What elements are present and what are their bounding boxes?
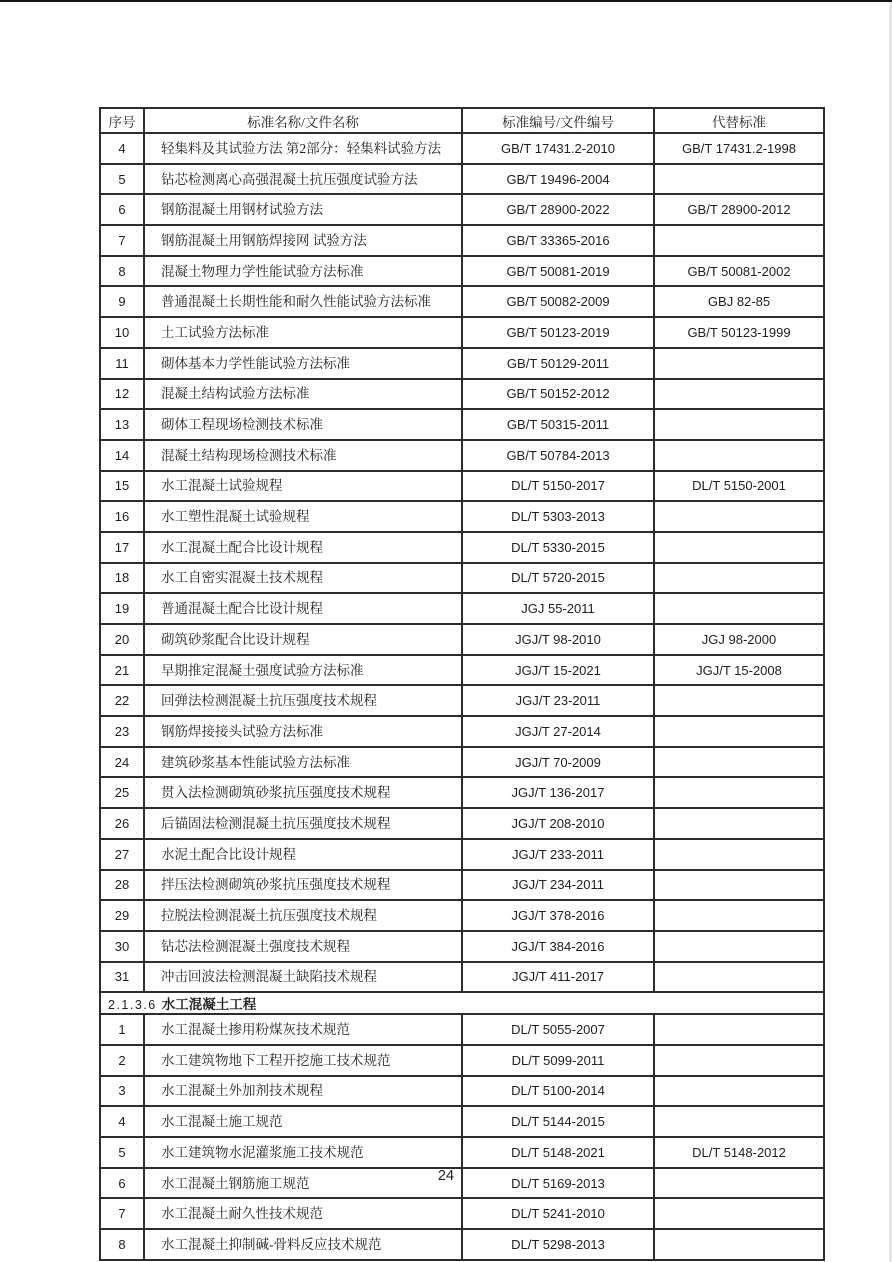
section-header-row — [100, 992, 824, 1014]
table-body-sub — [100, 1014, 824, 1260]
section-title: 水工混凝土工程 — [161, 997, 257, 1013]
cell-index: 28 — [100, 870, 144, 901]
cell-replaced-standard — [654, 593, 824, 624]
table-row — [100, 900, 824, 931]
cell-standard-code: DL/T 5055-2007 — [462, 1014, 654, 1045]
cell-standard-name: 普通混凝土配合比设计规程 — [144, 593, 462, 624]
cell-replaced-standard: GB/T 17431.2-1998 — [654, 133, 824, 164]
cell-index: 4 — [100, 1106, 144, 1137]
table-row — [100, 286, 824, 317]
cell-index: 23 — [100, 716, 144, 747]
cell-standard-name: 冲击回波法检测混凝土缺陷技术规程 — [144, 962, 462, 993]
cell-standard-name: 水工混凝土掺用粉煤灰技术规范 — [144, 1014, 462, 1045]
cell-replaced-standard — [654, 870, 824, 901]
col-header-name: 标准名称/文件名称 — [144, 108, 462, 133]
cell-replaced-standard — [654, 777, 824, 808]
cell-standard-code: GB/T 33365-2016 — [462, 225, 654, 256]
table-row — [100, 870, 824, 901]
cell-index: 25 — [100, 777, 144, 808]
cell-standard-code: JGJ/T 15-2021 — [462, 655, 654, 686]
cell-replaced-standard: DL/T 5150-2001 — [654, 471, 824, 502]
table-row — [100, 1229, 824, 1260]
page-number: 24 — [437, 1168, 455, 1184]
cell-standard-code: DL/T 5298-2013 — [462, 1229, 654, 1260]
cell-standard-code: JGJ/T 234-2011 — [462, 870, 654, 901]
table-row — [100, 716, 824, 747]
cell-standard-code: JGJ/T 23-2011 — [462, 685, 654, 716]
table-body-main — [100, 133, 824, 992]
cell-replaced-standard — [654, 808, 824, 839]
cell-index: 6 — [100, 194, 144, 225]
cell-standard-name: 轻集料及其试验方法 第2部分：轻集料试验方法 — [144, 133, 462, 164]
cell-replaced-standard — [654, 1045, 824, 1076]
col-header-replaced: 代替标准 — [654, 108, 824, 133]
cell-standard-name: 普通混凝土长期性能和耐久性能试验方法标准 — [144, 286, 462, 317]
table-row — [100, 1014, 824, 1045]
cell-index: 4 — [100, 133, 144, 164]
cell-index: 29 — [100, 900, 144, 931]
table-row — [100, 931, 824, 962]
cell-standard-code: DL/T 5241-2010 — [462, 1198, 654, 1229]
table-row — [100, 440, 824, 471]
cell-replaced-standard — [654, 747, 824, 778]
cell-standard-name: 水工混凝土耐久性技术规范 — [144, 1198, 462, 1229]
cell-standard-code: GB/T 50152-2012 — [462, 379, 654, 410]
cell-replaced-standard — [654, 409, 824, 440]
cell-standard-code: GB/T 50081-2019 — [462, 256, 654, 287]
table-row — [100, 1198, 824, 1229]
cell-replaced-standard: GB/T 28900-2012 — [654, 194, 824, 225]
table-row — [100, 1106, 824, 1137]
cell-index: 15 — [100, 471, 144, 502]
cell-replaced-standard — [654, 1106, 824, 1137]
cell-standard-code: GB/T 19496-2004 — [462, 164, 654, 195]
table-row — [100, 808, 824, 839]
cell-standard-code: DL/T 5303-2013 — [462, 501, 654, 532]
table-row — [100, 133, 824, 164]
col-header-index: 序号 — [100, 108, 144, 133]
cell-standard-name: 混凝土结构试验方法标准 — [144, 379, 462, 410]
cell-standard-name: 回弹法检测混凝土抗压强度技术规程 — [144, 685, 462, 716]
cell-standard-code: JGJ/T 384-2016 — [462, 931, 654, 962]
cell-standard-name: 砌体基本力学性能试验方法标准 — [144, 348, 462, 379]
cell-replaced-standard — [654, 501, 824, 532]
cell-standard-code: JGJ/T 98-2010 — [462, 624, 654, 655]
cell-index: 31 — [100, 962, 144, 993]
cell-index: 21 — [100, 655, 144, 686]
cell-standard-code: DL/T 5720-2015 — [462, 563, 654, 594]
cell-standard-code: DL/T 5169-2013 — [462, 1168, 654, 1199]
cell-standard-code: DL/T 5099-2011 — [462, 1045, 654, 1076]
table-row — [100, 164, 824, 195]
cell-replaced-standard — [654, 900, 824, 931]
cell-standard-code: GB/T 28900-2022 — [462, 194, 654, 225]
table-section-divider — [100, 992, 824, 1014]
cell-index: 13 — [100, 409, 144, 440]
cell-index: 11 — [100, 348, 144, 379]
cell-replaced-standard — [654, 348, 824, 379]
cell-index: 19 — [100, 593, 144, 624]
cell-standard-code: JGJ/T 136-2017 — [462, 777, 654, 808]
cell-index: 1 — [100, 1014, 144, 1045]
cell-index: 24 — [100, 747, 144, 778]
cell-standard-name: 拉脱法检测混凝土抗压强度技术规程 — [144, 900, 462, 931]
table-row — [100, 777, 824, 808]
cell-standard-name: 早期推定混凝土强度试验方法标准 — [144, 655, 462, 686]
cell-standard-code: JGJ/T 70-2009 — [462, 747, 654, 778]
cell-standard-code: DL/T 5330-2015 — [462, 532, 654, 563]
cell-index: 2 — [100, 1045, 144, 1076]
table-row — [100, 256, 824, 287]
cell-replaced-standard: GB/T 50081-2002 — [654, 256, 824, 287]
cell-standard-code: JGJ/T 378-2016 — [462, 900, 654, 931]
cell-replaced-standard — [654, 839, 824, 870]
cell-index: 5 — [100, 1137, 144, 1168]
cell-replaced-standard — [654, 716, 824, 747]
table-row — [100, 624, 824, 655]
cell-standard-code: DL/T 5150-2017 — [462, 471, 654, 502]
table-row — [100, 655, 824, 686]
cell-index: 30 — [100, 931, 144, 962]
cell-standard-code: JGJ/T 233-2011 — [462, 839, 654, 870]
table-row — [100, 563, 824, 594]
cell-standard-code: JGJ/T 208-2010 — [462, 808, 654, 839]
table-row — [100, 317, 824, 348]
cell-index: 17 — [100, 532, 144, 563]
table-row — [100, 593, 824, 624]
cell-standard-name: 拌压法检测砌筑砂浆抗压强度技术规程 — [144, 870, 462, 901]
cell-index: 7 — [100, 1198, 144, 1229]
cell-index: 27 — [100, 839, 144, 870]
cell-index: 20 — [100, 624, 144, 655]
cell-standard-code: GB/T 50784-2013 — [462, 440, 654, 471]
cell-replaced-standard: JGJ 98-2000 — [654, 624, 824, 655]
cell-replaced-standard — [654, 379, 824, 410]
cell-replaced-standard — [654, 532, 824, 563]
cell-replaced-standard — [654, 1198, 824, 1229]
cell-replaced-standard — [654, 931, 824, 962]
cell-index: 8 — [100, 256, 144, 287]
cell-index: 8 — [100, 1229, 144, 1260]
cell-replaced-standard — [654, 440, 824, 471]
cell-standard-name: 钢筋焊接接头试验方法标准 — [144, 716, 462, 747]
cell-standard-name: 钻芯检测离心高强混凝土抗压强度试验方法 — [144, 164, 462, 195]
cell-standard-code: GB/T 50315-2011 — [462, 409, 654, 440]
cell-index: 10 — [100, 317, 144, 348]
cell-standard-name: 水工混凝土抑制碱-骨料反应技术规范 — [144, 1229, 462, 1260]
table-row — [100, 1045, 824, 1076]
cell-replaced-standard: GB/T 50123-1999 — [654, 317, 824, 348]
table-row — [100, 962, 824, 993]
cell-standard-code: GB/T 17431.2-2010 — [462, 133, 654, 164]
cell-standard-code: GB/T 50129-2011 — [462, 348, 654, 379]
cell-standard-name: 水工自密实混凝土技术规程 — [144, 563, 462, 594]
cell-replaced-standard: DL/T 5148-2012 — [654, 1137, 824, 1168]
standards-table — [99, 107, 825, 1261]
cell-index: 14 — [100, 440, 144, 471]
cell-index: 18 — [100, 563, 144, 594]
cell-standard-name: 钢筋混凝土用钢筋焊接网 试验方法 — [144, 225, 462, 256]
table-row — [100, 532, 824, 563]
cell-index: 16 — [100, 501, 144, 532]
cell-index: 6 — [100, 1168, 144, 1199]
cell-standard-code: JGJ/T 27-2014 — [462, 716, 654, 747]
cell-standard-name: 水工混凝土配合比设计规程 — [144, 532, 462, 563]
cell-standard-name: 水工建筑物水泥灌浆施工技术规范 — [144, 1137, 462, 1168]
cell-standard-name: 砌筑砂浆配合比设计规程 — [144, 624, 462, 655]
cell-index: 12 — [100, 379, 144, 410]
cell-standard-name: 砌体工程现场检测技术标准 — [144, 409, 462, 440]
cell-index: 22 — [100, 685, 144, 716]
table-row — [100, 409, 824, 440]
cell-index: 9 — [100, 286, 144, 317]
cell-index: 26 — [100, 808, 144, 839]
cell-standard-name: 水泥土配合比设计规程 — [144, 839, 462, 870]
cell-standard-name: 贯入法检测砌筑砂浆抗压强度技术规程 — [144, 777, 462, 808]
cell-standard-code: DL/T 5144-2015 — [462, 1106, 654, 1137]
cell-standard-name: 水工混凝土施工规范 — [144, 1106, 462, 1137]
cell-standard-name: 水工混凝土试验规程 — [144, 471, 462, 502]
table-row — [100, 194, 824, 225]
cell-standard-code: DL/T 5148-2021 — [462, 1137, 654, 1168]
cell-replaced-standard — [654, 1229, 824, 1260]
cell-standard-code: GB/T 50123-2019 — [462, 317, 654, 348]
cell-standard-name: 混凝土结构现场检测技术标准 — [144, 440, 462, 471]
cell-replaced-standard: JGJ/T 15-2008 — [654, 655, 824, 686]
cell-replaced-standard — [654, 685, 824, 716]
table-header-row — [100, 108, 824, 133]
table-row — [100, 685, 824, 716]
cell-standard-code: JGJ 55-2011 — [462, 593, 654, 624]
cell-standard-name: 水工建筑物地下工程开挖施工技术规范 — [144, 1045, 462, 1076]
cell-standard-code: DL/T 5100-2014 — [462, 1076, 654, 1107]
cell-standard-name: 钻芯法检测混凝土强度技术规程 — [144, 931, 462, 962]
table-row — [100, 501, 824, 532]
cell-standard-name: 钢筋混凝土用钢材试验方法 — [144, 194, 462, 225]
cell-standard-name: 水工混凝土钢筋施工规范 — [144, 1168, 462, 1199]
table-row — [100, 1076, 824, 1107]
table-row — [100, 471, 824, 502]
cell-index: 7 — [100, 225, 144, 256]
cell-standard-code: GB/T 50082-2009 — [462, 286, 654, 317]
table-row — [100, 747, 824, 778]
cell-standard-name: 建筑砂浆基本性能试验方法标准 — [144, 747, 462, 778]
cell-standard-name: 混凝土物理力学性能试验方法标准 — [144, 256, 462, 287]
cell-standard-name: 水工塑性混凝土试验规程 — [144, 501, 462, 532]
cell-replaced-standard — [654, 1014, 824, 1045]
cell-replaced-standard — [654, 225, 824, 256]
table-row — [100, 379, 824, 410]
cell-replaced-standard — [654, 563, 824, 594]
table-row — [100, 348, 824, 379]
table-row — [100, 1137, 824, 1168]
cell-standard-name: 土工试验方法标准 — [144, 317, 462, 348]
cell-replaced-standard — [654, 164, 824, 195]
table-row — [100, 225, 824, 256]
section-header-cell — [100, 992, 824, 1014]
cell-index: 3 — [100, 1076, 144, 1107]
table-row — [100, 839, 824, 870]
cell-index: 5 — [100, 164, 144, 195]
cell-replaced-standard: GBJ 82-85 — [654, 286, 824, 317]
cell-replaced-standard — [654, 962, 824, 993]
cell-standard-name: 后锚固法检测混凝土抗压强度技术规程 — [144, 808, 462, 839]
cell-replaced-standard — [654, 1076, 824, 1107]
cell-standard-code: JGJ/T 411-2017 — [462, 962, 654, 993]
cell-standard-name: 水工混凝土外加剂技术规程 — [144, 1076, 462, 1107]
page-top-edge — [0, 0, 892, 2]
section-number: 2.1.3.6 — [108, 998, 157, 1013]
col-header-code: 标准编号/文件编号 — [462, 108, 654, 133]
